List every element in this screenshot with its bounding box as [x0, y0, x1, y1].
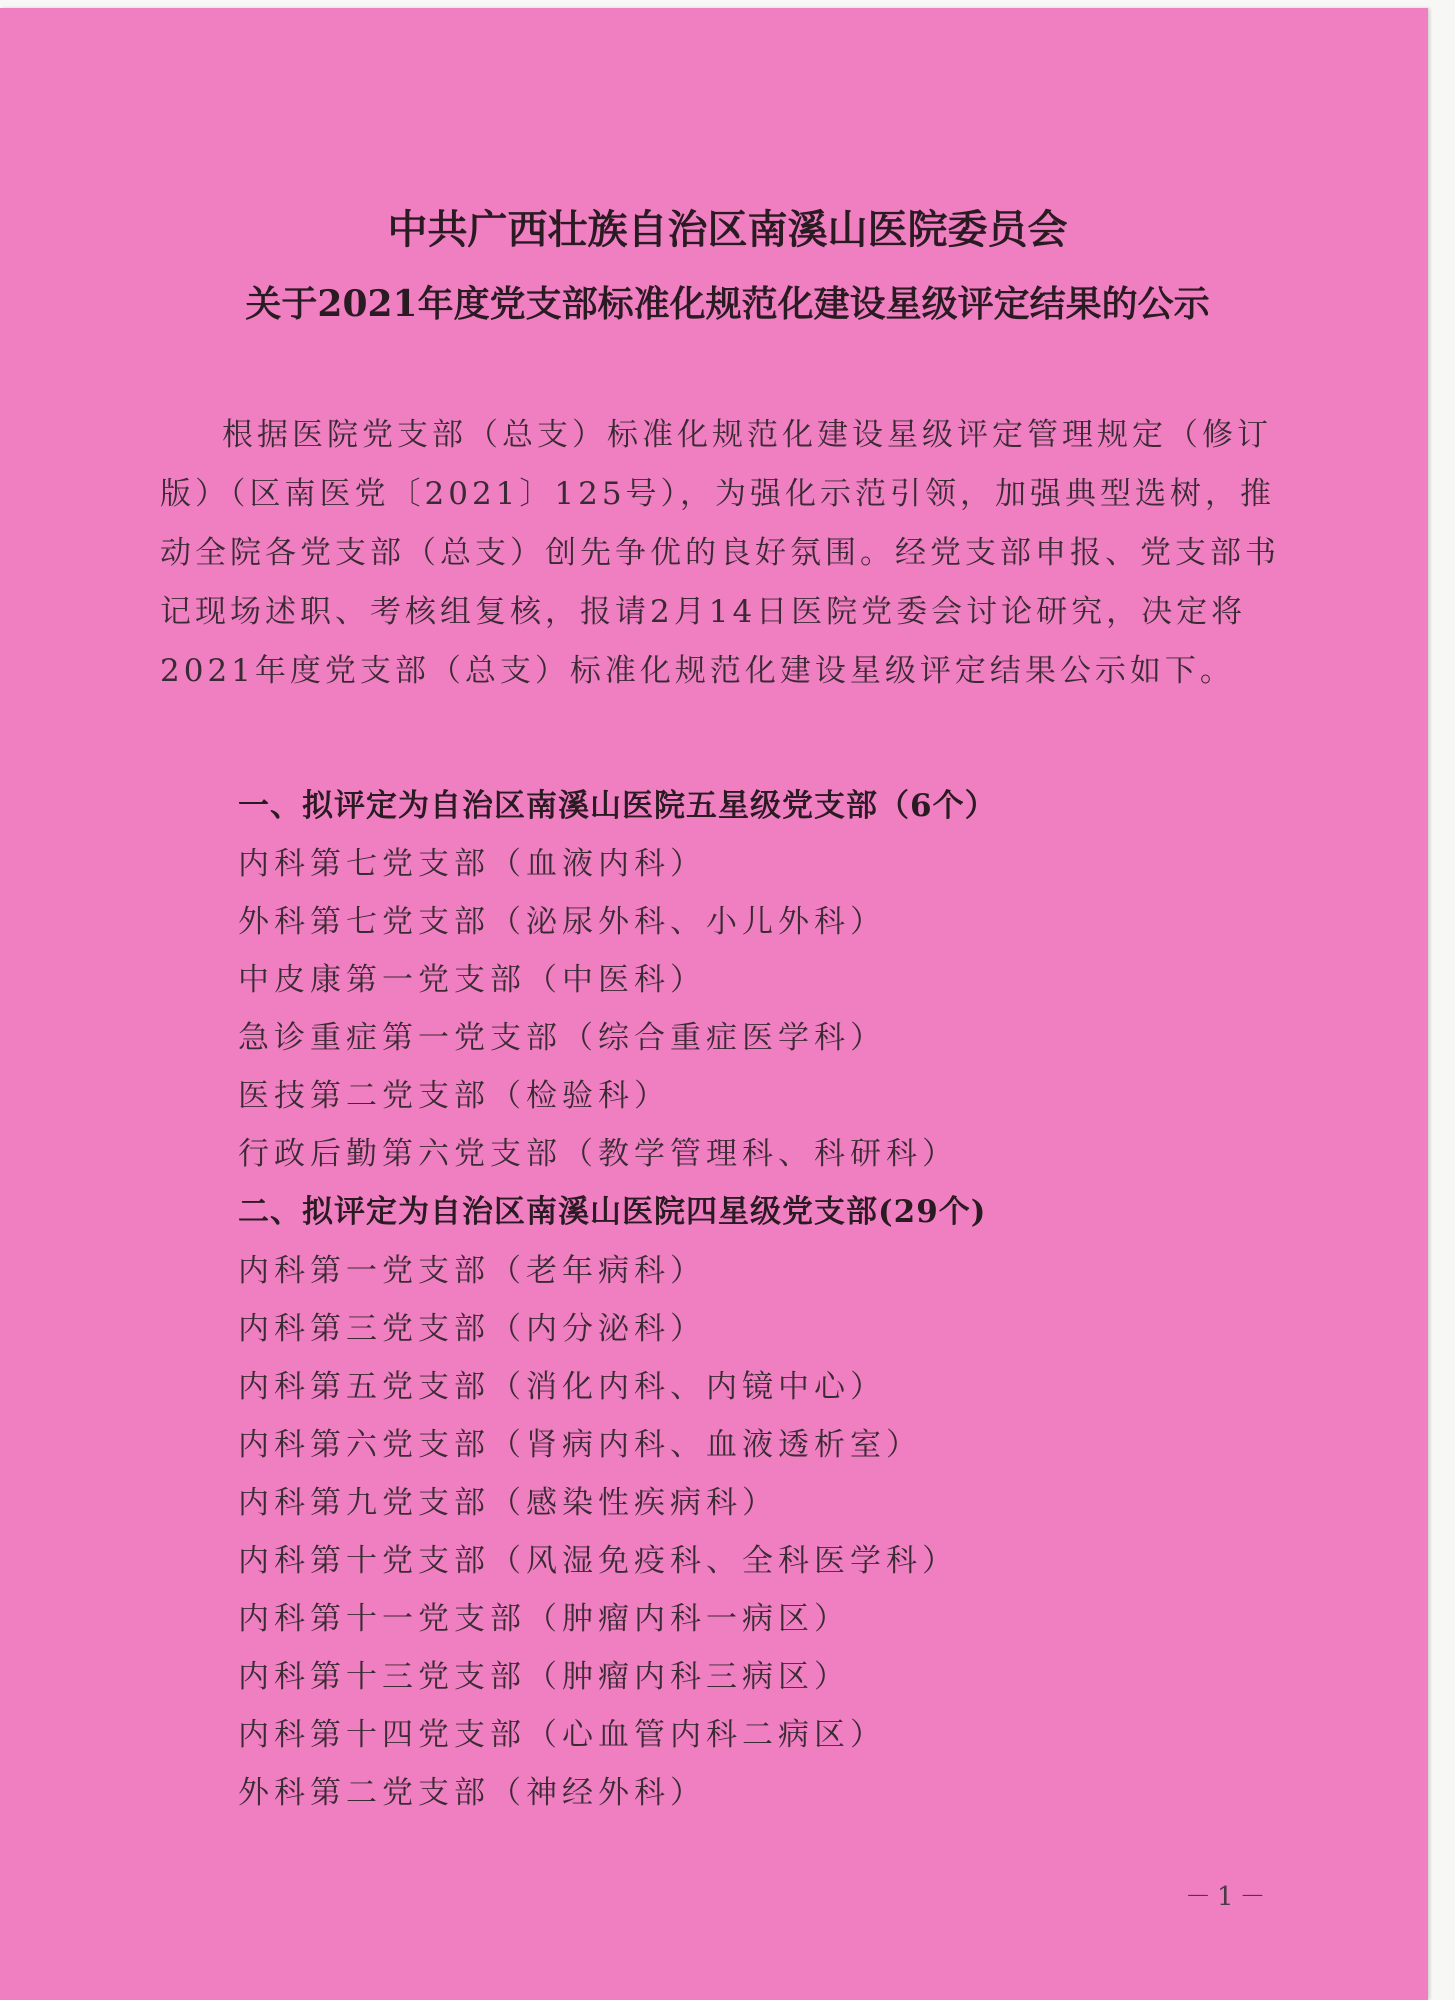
list-item: 医技第二党支部（检验科）: [238, 1078, 670, 1114]
list-item: 内科第十三党支部（肿瘤内科三病区）: [238, 1659, 850, 1695]
list-item: 内科第十党支部（风湿免疫科、全科医学科）: [238, 1543, 958, 1579]
list-item: 内科第九党支部（感染性疾病科）: [238, 1485, 778, 1521]
page-number: －1－: [1185, 1882, 1272, 1912]
document-subtitle: 关于2021年度党支部标准化规范化建设星级评定结果的公示: [245, 283, 1210, 325]
list-item: 外科第二党支部（神经外科）: [238, 1775, 706, 1811]
intro-paragraph: 根据医院党支部（总支）标准化规范化建设星级评定管理规定（修订版）（区南医党〔2021〕125号），为强化示范引领，加强典型选树，推动全院各党支部（总支）创先争优的良好氛围。经党支部申报、党支部书记现场述职、考核组复核，报请2月14日医院党委会讨论研究，决定将2021年度党支部（总支）标准化规范化建设星级评定结果公示如下。: [160, 417, 1280, 689]
list-item: 内科第六党支部（肾病内科、血液透析室）: [238, 1427, 922, 1463]
list-item: 内科第五党支部（消化内科、内镜中心）: [238, 1369, 886, 1405]
document-title: 中共广西壮族自治区南溪山医院委员会: [387, 206, 1068, 253]
list-item: 行政后勤第六党支部（教学管理科、科研科）: [238, 1136, 958, 1172]
section-heading-four-star: 二、拟评定为自治区南溪山医院四星级党支部(29个): [238, 1194, 987, 1230]
list-item: 急诊重症第一党支部（综合重症医学科）: [238, 1020, 886, 1056]
list-item: 内科第一党支部（老年病科）: [238, 1253, 706, 1289]
list-item: 内科第三党支部（内分泌科）: [238, 1311, 706, 1347]
section-heading-five-star: 一、拟评定为自治区南溪山医院五星级党支部（6个）: [238, 788, 997, 824]
list-item: 内科第十一党支部（肿瘤内科一病区）: [238, 1601, 850, 1637]
list-item: 外科第七党支部（泌尿外科、小儿外科）: [238, 904, 886, 940]
document-page: [0, 8, 1428, 2000]
list-item: 中皮康第一党支部（中医科）: [238, 962, 706, 998]
list-item: 内科第七党支部（血液内科）: [238, 846, 706, 882]
list-item: 内科第十四党支部（心血管内科二病区）: [238, 1717, 886, 1753]
